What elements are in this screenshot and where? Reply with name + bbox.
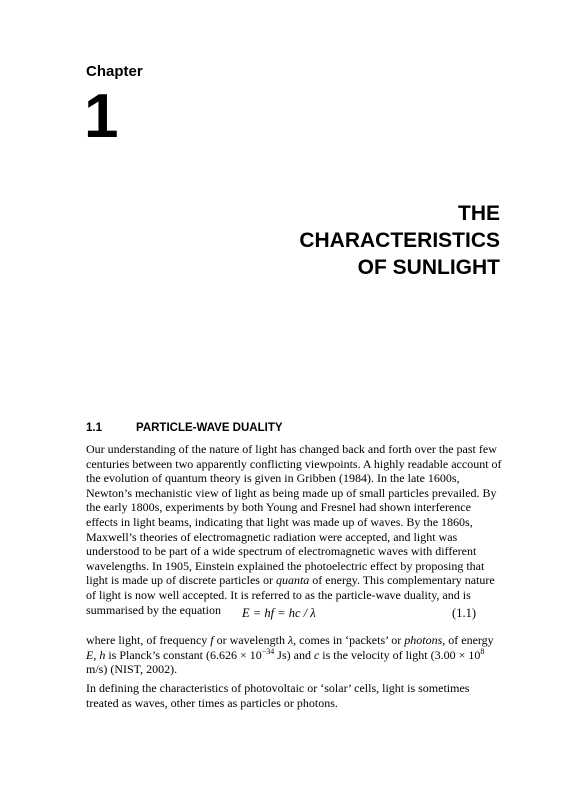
section-number: 1.1 — [86, 422, 102, 434]
variable-e: E — [86, 647, 94, 662]
text-run: or wavelength — [213, 633, 288, 647]
emphasis-quanta: quanta — [275, 573, 310, 588]
equation-formula: E = hf = hc / λ — [242, 606, 316, 620]
chapter-title — [299, 200, 500, 281]
chapter-title-line-2: CHARACTERISTICS — [299, 229, 500, 252]
emphasis-photons: photons — [404, 633, 443, 647]
paragraph-pv-characteristics: In defining the characteristics of photovoltaic or ‘solar’ cells, light is sometimes treated as waves, other times as particles or photons. — [86, 681, 470, 710]
section-heading — [86, 421, 283, 435]
paragraph-text: Our understanding of the nature of light has changed back and forth over the past few centuries between two apparently conflicting viewpoints. A highly readable account of the evolution of quantum theory is given in Gribben (1984). In the late 1600s, Newton’s mechanistic view of light as being made up of small particles prevailed. By the early 1800s, experiments by both Young and Fresnel had shown interference effects in light beams, indicating that light was made up of waves. By the 1860s, Maxwell’s theories of electromagnetic radiation were accepted, and light was understood to be part of a wide spectrum of electromagnetic waves with different wavelengths. In 1905, Einstein explained the photoelectric effect by proposing that light is made up of discrete particles or — [86, 442, 502, 588]
chapter-label: Chapter — [86, 63, 143, 80]
equation-1-1 — [86, 605, 502, 621]
paragraph-particle-wave-history — [86, 442, 502, 617]
text-run: , comes in ‘packets’ or — [293, 633, 405, 647]
exponent: −34 — [261, 646, 275, 656]
variable-c: c — [313, 647, 320, 662]
variable-f: f — [210, 633, 214, 647]
text-run: where light, of frequency — [86, 633, 211, 647]
text-run: Js) and — [274, 647, 314, 662]
exponent: 8 — [480, 646, 485, 656]
chapter-title-line-1: THE — [458, 202, 500, 225]
paragraph-equation-explanation — [86, 633, 502, 677]
variable-h: h — [99, 647, 106, 662]
equation-number: (1.1) — [452, 606, 476, 620]
text-run: is Planck’s constant (6.626 × 10 — [105, 647, 262, 662]
section-title: PARTICLE-WAVE DUALITY — [136, 422, 283, 434]
chapter-title-line-3: OF SUNLIGHT — [357, 256, 500, 279]
text-run: is the velocity of light (3.00 × 10 — [319, 647, 481, 662]
chapter-number: 1 — [84, 82, 119, 151]
text-run: m/s) (NIST, 2002). — [86, 662, 178, 677]
paragraph-text: of energy. This complementary nature of light is now well accepted. It is referred to as the particle-wave duality, and is summarised by the equation — [86, 573, 495, 617]
variable-lambda: λ — [287, 633, 294, 647]
text-run: , of energy — [442, 633, 494, 647]
text-run: , — [93, 647, 100, 662]
